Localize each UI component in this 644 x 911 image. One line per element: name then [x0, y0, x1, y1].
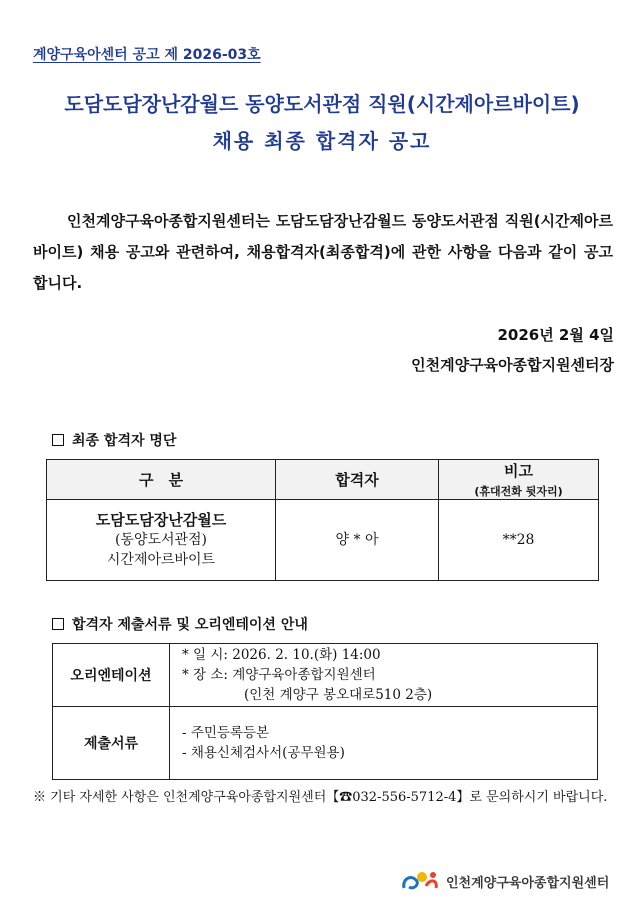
section-heading-documents [52, 614, 308, 634]
cell-remarks: **28 [439, 500, 599, 581]
table-row [47, 500, 599, 581]
section2-heading-text: 합격자 제출서류 및 오리엔테이션 안내 [72, 617, 308, 633]
body-paragraph [33, 206, 613, 299]
notice-number: 계양구육아센터 공고 제 2026-03호 [33, 47, 261, 63]
header-remarks-sub: (휴대전화 뒷자리) [474, 485, 563, 498]
orientation-table [52, 643, 598, 780]
category-line1: 도담도담장난감월드 [95, 511, 227, 529]
checkbox-square-icon [52, 434, 64, 446]
page-title-line2: 채용 최종 합격자 공고 [212, 129, 432, 153]
orientation-label: 오리엔테이션 [53, 644, 170, 707]
passer-table [46, 459, 599, 581]
orientation-place: * 장 소: 계양구육아종합지원센터 [182, 667, 376, 683]
cell-category [47, 500, 276, 581]
checkbox-square-icon [52, 618, 64, 630]
table-row [53, 644, 598, 707]
cell-passer: 양 * 아 [276, 500, 439, 581]
header-remarks-main: 비고 [504, 462, 533, 480]
header-remarks [439, 460, 599, 500]
documents-label: 제출서류 [53, 707, 170, 780]
page-title-line1: 도담도담장난감월드 동양도서관점 직원(시간제아르바이트) [64, 92, 580, 116]
category-line2: (동양도서관점) [114, 532, 208, 548]
table-header-row [47, 460, 599, 500]
section1-heading-text: 최종 합격자 명단 [72, 433, 177, 449]
footer-note: ※ 기타 자세한 사항은 인천계양구육아종합지원센터【☎032-556-5712-4】로 문의하시기 바랍니다. [33, 790, 608, 805]
header-passer: 합격자 [276, 460, 439, 500]
orientation-datetime: * 일 시: 2026. 2. 10.(화) 14:00 [182, 647, 381, 663]
orientation-address: (인천 계양구 봉오대로510 2층) [244, 687, 433, 703]
documents-content [170, 707, 598, 780]
orientation-content [170, 644, 598, 707]
notice-date: 2026년 2월 4일 [497, 326, 614, 344]
table-row [53, 707, 598, 780]
body-text: 인천계양구육아종합지원센터는 도담도담장난감월드 동양도서관점 직원(시간제아르바이트) 채용 공고와 관련하여, 채용합격자(최종합격)에 관한 사항을 다음과 같이 공고합니다. [33, 212, 613, 292]
document-item-2: - 채용신체검사서(공무원용) [182, 745, 345, 761]
issuer-name: 인천계양구육아종합지원센터장 [411, 356, 614, 374]
category-line3: 시간제아르바이트 [106, 552, 216, 568]
center-logo [400, 868, 609, 894]
center-logo-icon [400, 868, 440, 894]
document-item-1: - 주민등록등본 [182, 725, 270, 741]
logo-text: 인천계양구육아종합지원센터 [446, 875, 610, 891]
header-category: 구 분 [47, 460, 276, 500]
section-heading-passers [52, 430, 176, 450]
